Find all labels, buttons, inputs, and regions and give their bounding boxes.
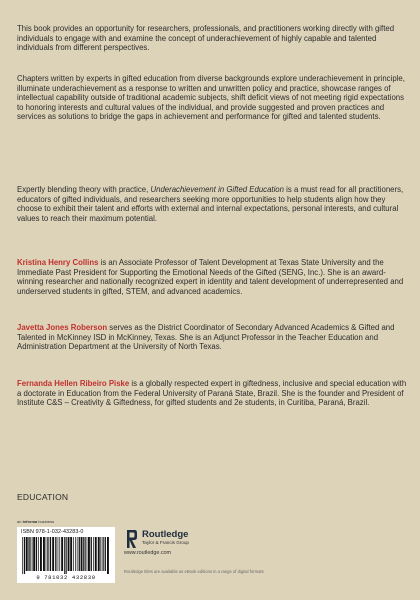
barcode-bar (107, 537, 109, 574)
p3-rest: is a must read for all practitioners, educators of gifted individuals, and researchers seeking more opportunities to help students align how they choose to exhibit their talent and efforts with external and internal expectations, personal interests, and cultural values to reach their maximum potential. (17, 185, 404, 223)
author-bio-3 (17, 379, 407, 408)
barcode-bar (32, 537, 33, 571)
publisher-url[interactable]: www.routledge.com (124, 550, 172, 556)
barcode-bar (61, 537, 63, 571)
author-name: Fernanda Hellen Ribeiro Piske (17, 379, 130, 388)
barcode-bar (33, 537, 35, 571)
barcode-bar (28, 537, 29, 571)
barcode-bar (26, 537, 28, 571)
barcode-bar (103, 537, 104, 571)
publisher-name: Routledge (142, 529, 189, 540)
informa-imprint: an informa business (17, 519, 55, 524)
barcode-bar (48, 537, 49, 571)
barcode-bar (100, 537, 101, 571)
routledge-logo-icon (124, 529, 138, 549)
author-bio-text: is an Associate Professor of Talent Development at Texas State University and the Immediate Past President for Supporting the Emotional Needs of the Gifted (SENG, Inc.). She is an award-winning researcher and nationally recognized expert in identity and talent development of underrepresented and underserved students in gifted, STEM, and advanced academics. (17, 258, 404, 296)
isbn-barcode (17, 527, 115, 583)
author-bio-1 (17, 258, 407, 296)
barcode-bar (38, 537, 39, 571)
description-paragraph-3 (17, 185, 407, 223)
description-paragraph-2: Chapters written by experts in gifted education from diverse backgrounds explore underachievement in principle, illuminate underachievement as a response to written and unwritten policy and practice, showcase ranges of intellectual capability outside of traditional academic subjects, shift deficit views of not meeting rigid expectations to honoring interests and cultural values of the individual, and provide suggested and proven practices and services as solutions to bridge the gaps in achievement and performance for gifted and talented students. (17, 74, 405, 122)
description-paragraph-1: This book provides an opportunity for researchers, professionals, and practitioners working directly with gifted individuals to engage with and examine the concept of underachievement of highly capable and talented individuals from different perspectives. (17, 24, 395, 53)
barcode-bar (24, 537, 25, 574)
barcode-bar (77, 537, 78, 571)
barcode-bar (98, 537, 100, 571)
barcode-bar (47, 537, 48, 571)
author-name: Javetta Jones Roberson (17, 323, 108, 332)
author-bio-2 (17, 323, 407, 352)
barcode-bar (22, 537, 23, 574)
barcode-bar (50, 537, 51, 571)
barcode-bar (79, 537, 80, 571)
barcode-bar (68, 537, 70, 571)
barcode-bar (105, 537, 106, 571)
barcode-bar (36, 537, 37, 571)
barcode-bar (70, 537, 72, 571)
barcode-bar (88, 537, 90, 571)
barcode-digits: 9 781032 432830 (36, 574, 96, 581)
barcode-bar (75, 537, 76, 571)
barcode-bar (73, 537, 74, 571)
publisher-group: Taylor & Francis Group (142, 540, 189, 545)
p3-lead: Expertly blending theory with practice, (17, 185, 151, 194)
barcode-bar (85, 537, 86, 571)
barcode-bar (66, 537, 67, 574)
barcode-bar (43, 537, 45, 571)
book-title: Underachievement in Gifted Education (150, 185, 284, 194)
barcode-bar (58, 537, 59, 571)
author-bio-text: serves as the District Coordinator of Secondary Advanced Academics & Gifted and Talented in McKinney ISD in McKinney, Texas. She is an Adjunct Professor in the Teacher Education and Administration Department at the University of North Texas. (17, 323, 395, 352)
barcode-bars (21, 537, 111, 574)
barcode-bar (87, 537, 88, 571)
barcode-bar (40, 537, 42, 571)
subject-category: EDUCATION (17, 492, 69, 502)
ebook-availability-note: Routledge titles are available as eBook editions in a range of digital formats (124, 569, 264, 574)
barcode-bar (52, 537, 54, 571)
barcode-bar (46, 537, 47, 571)
author-bio-text: is a globally respected expert in giftedness, inclusive and special education with a doctorate in Education from the Federal University of Paraná State, Brazil. She is the founder and President of Institute C&S – Creativity & Giftedness, for gifted students and 2e students, in Curitiba, Paraná, Brazil. (17, 379, 407, 408)
isbn-text: ISBN 978-1-032-43283-0 (21, 529, 84, 535)
author-name: Kristina Henry Collins (17, 258, 99, 267)
barcode-bar (83, 537, 84, 571)
barcode-bar (59, 537, 60, 571)
barcode-bar (64, 537, 65, 574)
barcode-bar (55, 537, 56, 571)
barcode-bar (95, 537, 97, 571)
barcode-bar (93, 537, 94, 571)
barcode-bar (102, 537, 103, 571)
barcode-bar (91, 537, 92, 571)
barcode-bar (81, 537, 83, 571)
barcode-bar (30, 537, 31, 571)
